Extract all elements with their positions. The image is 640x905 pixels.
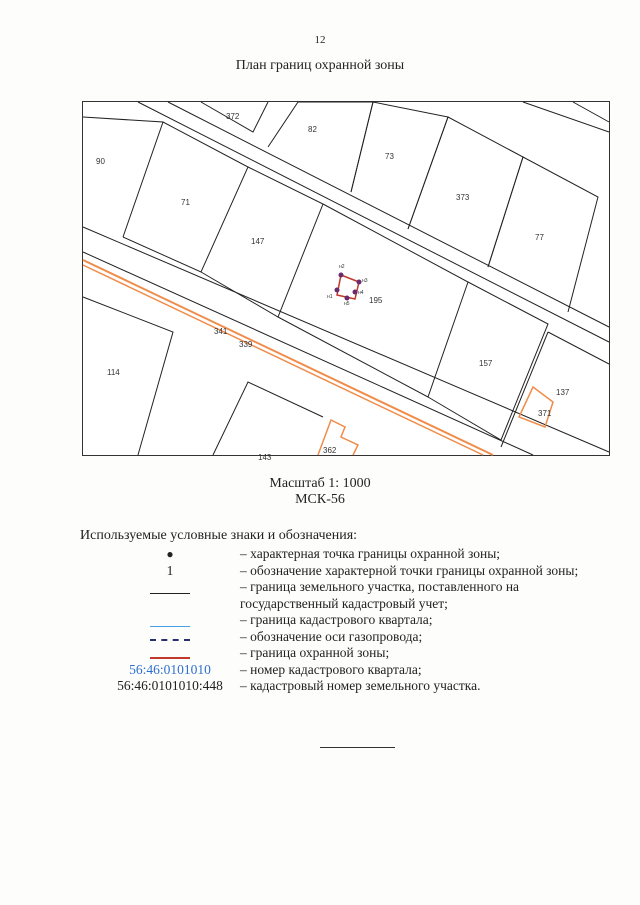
legend-text: – граница кадастрового квартала; xyxy=(240,612,433,627)
parcel-82-outline xyxy=(268,102,373,192)
footer-divider xyxy=(320,747,395,748)
legend-symbol-point: ● xyxy=(166,547,174,561)
boundary-point-n4 xyxy=(353,290,358,295)
parcel-label: 82 xyxy=(308,125,317,134)
parcel-71-outline xyxy=(123,122,248,272)
parcel-label: 371 xyxy=(538,409,552,418)
blue-line-icon xyxy=(150,626,190,627)
parcel-label: 157 xyxy=(479,359,493,368)
legend-row xyxy=(100,563,600,580)
parcel-boundary-top-right xyxy=(523,102,609,132)
boundary-point-n2 xyxy=(339,273,344,278)
parcel-373-outline xyxy=(408,117,523,267)
parcel-137-outline-left xyxy=(501,332,548,447)
legend xyxy=(100,546,600,695)
parcel-label: 71 xyxy=(181,198,190,207)
legend-symbol-quarter-number: 56:46:0101010 xyxy=(129,661,211,677)
legend-text: – обозначение оси газопровода; xyxy=(240,628,423,644)
point-label: н1 xyxy=(327,294,333,300)
parcel-143-outline xyxy=(213,382,323,455)
parcel-label: 143 xyxy=(258,453,272,462)
map-scale xyxy=(0,476,640,508)
parcel-label: 373 xyxy=(456,193,470,202)
boundary-point-n5 xyxy=(345,296,350,301)
legend-text: – граница охранной зоны; xyxy=(240,645,390,660)
road-upper-edge-2 xyxy=(168,102,609,327)
legend-row xyxy=(100,579,600,612)
legend-symbol-zone-border xyxy=(100,645,240,662)
parcel-label: 362 xyxy=(323,446,337,455)
parcel-114-outline xyxy=(83,297,173,455)
legend-row xyxy=(100,612,600,629)
parcel-label: 137 xyxy=(556,388,570,397)
parcel-label: 341 xyxy=(214,327,228,336)
parcel-label: 195 xyxy=(369,296,383,305)
map-plan xyxy=(82,101,610,462)
legend-symbol-gas-axis xyxy=(100,629,240,646)
parcel-73-outline xyxy=(351,102,448,229)
protection-zone-outline xyxy=(337,275,359,299)
black-line-icon xyxy=(150,593,190,594)
dashed-line-icon xyxy=(150,639,190,641)
road-upper-edge-1 xyxy=(138,102,609,342)
legend-row xyxy=(100,645,600,662)
point-label: н4 xyxy=(358,290,364,296)
point-label: н3 xyxy=(362,278,368,284)
legend-symbol-parcel-border xyxy=(100,579,240,612)
legend-text: – обозначение характерной точки границы охранной зоны; xyxy=(240,562,579,578)
page-title: План границ охранной зоны xyxy=(235,58,405,73)
legend-text: – граница земельного участка, поставленного на государственный кадастровый учет; xyxy=(240,579,520,611)
point-label: н2 xyxy=(339,264,345,270)
legend-text: – характерная точка границы охранной зоны; xyxy=(240,546,501,561)
gas-pipeline-line-1 xyxy=(83,260,493,455)
boundary-point-n1 xyxy=(335,288,340,293)
parcel-label: 147 xyxy=(251,237,265,246)
legend-symbol-point-number: 1 xyxy=(166,562,174,578)
parcel-label: 73 xyxy=(385,152,394,161)
legend-row xyxy=(100,546,600,563)
parcel-label: 90 xyxy=(96,157,105,166)
legend-text: – номер кадастрового квартала; xyxy=(240,661,422,677)
parcel-90-outline xyxy=(83,117,163,237)
parcel-label: 339 xyxy=(239,340,253,349)
parcel-label: 77 xyxy=(535,233,544,242)
legend-row xyxy=(100,662,600,679)
parcel-boundary-top-right-2 xyxy=(573,102,609,122)
page-number: 12 xyxy=(314,34,326,46)
road-lower-edge-2 xyxy=(83,252,533,455)
legend-row xyxy=(100,678,600,695)
boundary-point-n3 xyxy=(357,280,362,285)
map-svg xyxy=(83,102,609,462)
scale-text: Масштаб 1: 1000 xyxy=(269,476,371,491)
legend-text: – кадастровый номер земельного участка. xyxy=(240,678,481,693)
point-label: н5 xyxy=(344,301,350,307)
road-lower-edge-1 xyxy=(83,227,609,452)
legend-symbol-quarter-border xyxy=(100,612,240,629)
red-line-icon xyxy=(150,657,190,659)
parcel-label: 114 xyxy=(107,368,120,377)
legend-symbol-cadastral-number: 56:46:0101010:448 xyxy=(117,678,223,693)
gas-pipeline-line-2 xyxy=(83,265,483,455)
legend-title: Используемые условные знаки и обозначения: xyxy=(80,528,358,543)
legend-row xyxy=(100,629,600,646)
coordinate-system: МСК-56 xyxy=(295,492,345,507)
parcel-label: 372 xyxy=(226,112,240,121)
